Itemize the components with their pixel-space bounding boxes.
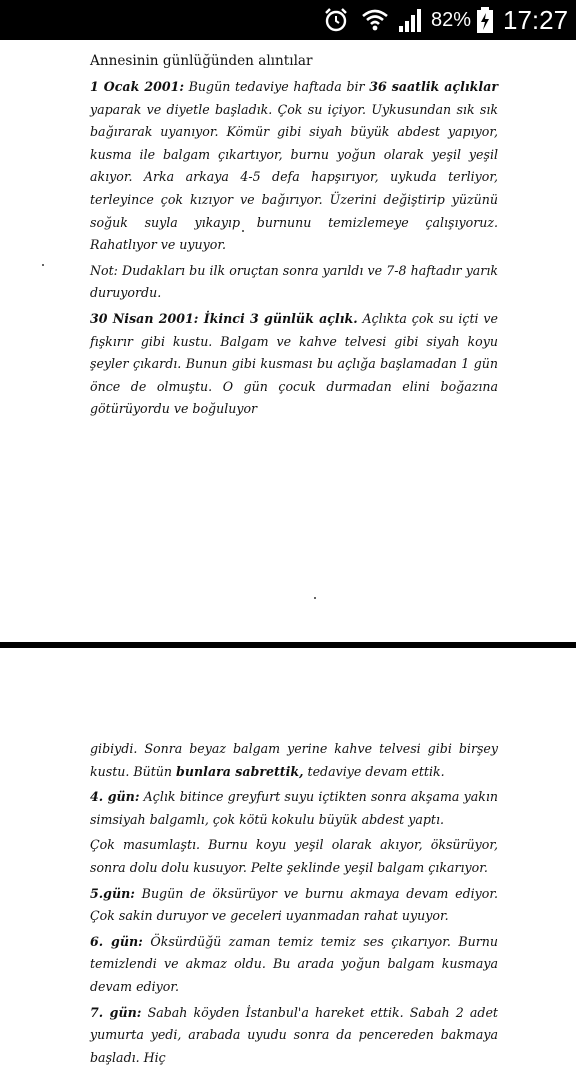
entry-text: Açlık bitince greyfurt suyu içtikten sonra akşama yakın simsiyah balgamlı, çok kötü kokulu büyük abdest yaptı. [90, 789, 498, 827]
entry-date: 30 Nisan 2001: İkinci 3 günlük açlık. [90, 310, 358, 326]
entry-text: Bugün de öksürüyor ve burnu akmaya devam ediyor. Çok sakin duruyor ve geceleri uyanmadan rahat uyuyor. [90, 885, 498, 924]
entry-text: Bugün tedaviye haftada bir [184, 79, 370, 94]
entry-date: 4. gün: [90, 789, 140, 805]
scan-speck [42, 264, 44, 266]
entry-emphasis: bunlara sabrettik, [176, 763, 304, 779]
entry-date: 7. gün: [90, 1004, 142, 1020]
entry-text: Açlıkta çok su içti ve fışkırır gibi kustu. Balgam ve kahve telvesi gibi siyah koyu şeyler çıkardı. Bunun gibi kusması bu açlığa başlamadan 1 gün önce de olmuştu. O gün çocuk durmadan elini boğazına götürüyordu ve boğuluyor [90, 310, 498, 417]
entry-date: 5.gün: [90, 885, 135, 901]
book-page-2[interactable] [0, 648, 576, 1065]
entry-text: tedaviye devam ettik. [303, 763, 445, 779]
entry-text: yaparak ve diyetle başladık. Çok su içiyor. Uykusundan sık sık bağırarak uyanıyor. Kömür gibi siyah büyük abdest yapıyor, kusma ile balgam çıkartıyor, burnu yoğun olarak yeşil yeşil akıyor. Arka arkaya 4-5 defa hapşırıyor, uykuda terliyor, terleyince çok kızıyor ve bağırıyor. Üzerini değiştirip yüzünü soğuk suyla yıkayıp burnunu temizlemeye çalışıyoruz. Rahatlıyor ve uyuyor. [90, 101, 498, 253]
diary-entry-5-gun [90, 883, 498, 928]
page-heading: Annesinin günlüğünden alıntılar [90, 53, 313, 69]
diary-entry-30-nisan [90, 308, 498, 421]
book-page-1[interactable] [0, 40, 576, 642]
diary-continuation [90, 738, 498, 783]
diary-entry-1-ocak [90, 76, 498, 257]
entry-date: 1 Ocak 2001: [90, 79, 185, 94]
diary-entry-6-gun [90, 931, 498, 999]
page-2-text [90, 738, 498, 1072]
wifi-icon [360, 6, 390, 39]
battery-charging-icon [476, 7, 494, 38]
entry-text: Sabah köyden İstanbul'a hareket ettik. Sabah 2 adet yumurta yedi, arabada uyudu sonra da pencereden bakmaya başladı. Hiç [90, 1004, 498, 1065]
alarm-clock-icon [322, 6, 350, 39]
entry-emphasis: 36 saatlik açlıklar [369, 79, 498, 94]
scan-speck [242, 230, 244, 232]
page-1-text [90, 50, 498, 424]
battery-percent: 82% [431, 9, 472, 31]
entry-text: gibiydi. Sonra beyaz balgam yerine kahve telvesi gibi birşey kustu. Bütün [90, 741, 498, 779]
cell-signal-icon [397, 6, 425, 39]
entry-date: 6. gün: [90, 933, 143, 949]
diary-entry-4-gun [90, 786, 498, 831]
entry-text: Öksürdüğü zaman temiz temiz ses çıkarıyor. Burnu temizlendi ve akmaz oldu. Bu arada yoğun balgam kusmaya devam ediyor. [90, 933, 498, 994]
diary-paragraph: Çok masumlaştı. Burnu koyu yeşil olarak akıyor, öksürüyor, sonra dolu dolu kusuyor. Pelte şeklinde yeşil balgam çıkarıyor. [90, 837, 498, 875]
note-paragraph: Not: Dudakları bu ilk oruçtan sonra yarıldı ve 7-8 haftadır yarık duruyordu. [90, 262, 498, 301]
diary-entry-7-gun [90, 1002, 498, 1070]
clock-time: 17:27 [503, 5, 569, 35]
scan-speck [314, 597, 316, 599]
status-bar [0, 0, 576, 40]
